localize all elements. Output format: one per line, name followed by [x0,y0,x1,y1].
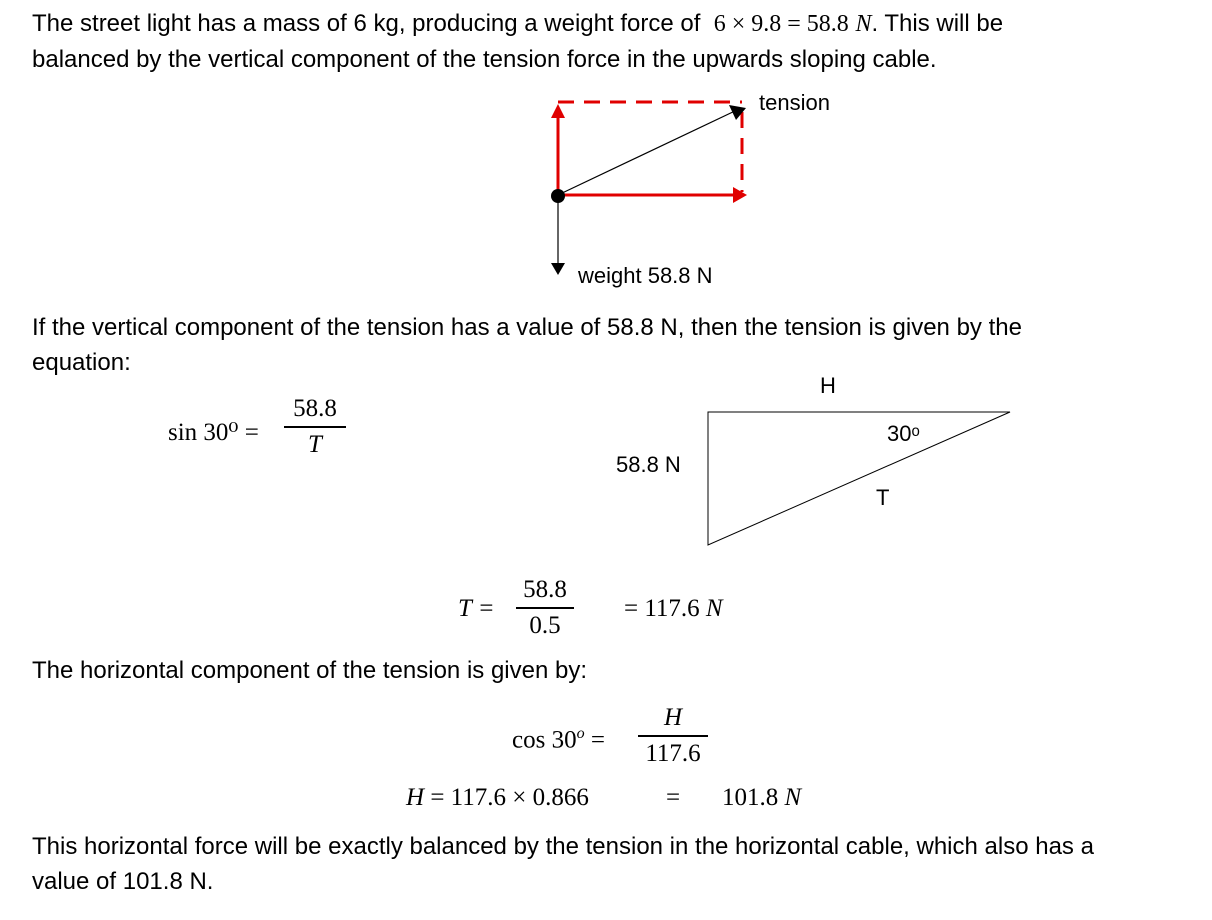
weight-arrowhead [551,263,565,275]
equation-3-lhs [512,725,605,754]
intro-line-2: balanced by the vertical component of the tension force in the upwards sloping cable. [32,46,937,73]
equation-3-numerator: H [663,704,683,731]
force-diagram [551,102,747,275]
equation-4 [406,784,589,812]
weight-label: weight 58.8 N [578,263,713,288]
tension-triangle [708,412,1010,545]
equation-4-var: H [406,784,425,811]
equation-3-fraction-bar [638,735,708,737]
equation-3-degree: o [576,725,585,742]
intro-line-1-end: . This will be [871,10,1004,37]
equation-3-denominator: 117.6 [645,739,701,767]
tension-vector [558,110,737,195]
tension-label: tension [759,90,830,115]
triangle-label-h: H [820,373,836,398]
equation-4-unit: N [784,784,802,811]
equation-2-numerator: 58.8 [523,576,567,603]
triangle-label-t: T [876,485,890,510]
intro-line-1-unit: N [855,11,872,37]
equation-2-fraction-bar [516,607,574,609]
street-light-point [551,189,565,203]
equation-4-lhs: = 117.6 × 0.866 [430,784,589,811]
intro-line-1-text: The street light has a mass of 6 kg, producing a weight force of [32,10,701,37]
equation-4-rhs [722,784,801,812]
equation-3-equals: = [590,726,605,754]
equation-4-equals: = [666,784,681,811]
equation-2-lhs: T = [458,595,495,622]
up-arrowhead [551,104,565,118]
equation-3-cos: cos 30 [512,726,577,754]
conclusion-line-1: This horizontal force will be exactly balanced by the tension in the horizontal cable, which also has a [32,833,1094,860]
intro-line-1-math: 6 × 9.8 = 58.8 [713,11,849,37]
conclusion-line-2: value of 101.8 N. [32,868,214,895]
paragraph-3: The horizontal component of the tension is given by: [32,657,587,684]
paragraph-2-line-2: equation: [32,349,131,376]
equation-4-result: 101.8 [722,784,779,811]
equation-2-rhs [624,595,723,623]
equation-1-fraction [284,394,346,460]
equation-2-result: = 117.6 [624,595,700,622]
paragraph-2-line-1: If the vertical component of the tension has a value of 58.8 N, then the tension is given by the [32,314,1022,341]
equation-1-fraction-bar [284,426,346,428]
equation-1-numerator: 58.8 [293,395,337,422]
equation-1-lhs: sin 30⁰ = [168,419,259,446]
triangle-label-side: 58.8 N [616,452,681,477]
triangle-label-angle: 30ᵒ [887,421,920,446]
equation-2-denominator: 0.5 [529,611,561,639]
equation-2-unit: N [705,595,723,622]
equation-3-fraction [638,703,708,769]
equation-2-fraction [516,575,574,641]
triangle-shape [708,412,1010,545]
right-arrowhead [733,187,747,203]
equation-1-denominator: T [308,430,322,458]
